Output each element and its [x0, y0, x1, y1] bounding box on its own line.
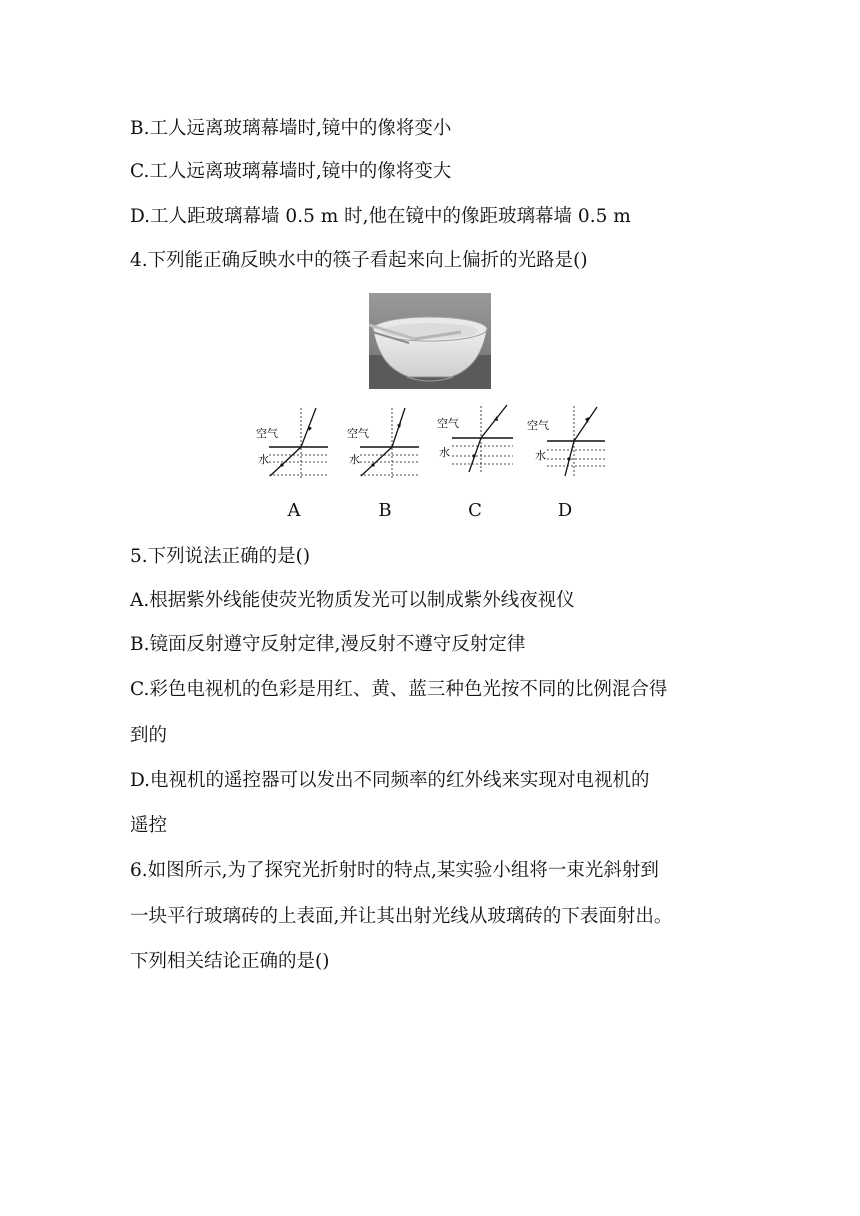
- q5-option-c-line2: 到的: [130, 725, 168, 746]
- water-label: 水: [439, 446, 450, 459]
- q5-option-d-line1: D.电视机的遥控器可以发出不同频率的红外线来实现对电视机的: [130, 770, 650, 791]
- option-label-d: D: [557, 500, 573, 521]
- diagram-a: [256, 400, 340, 484]
- q5-option-d-line2: 遥控: [130, 815, 168, 836]
- q6-stem-line3: 下列相关结论正确的是(): [130, 951, 330, 972]
- air-label: 空气: [256, 427, 278, 440]
- water-label: 水: [535, 449, 546, 462]
- option-label-b: B: [378, 500, 392, 521]
- q3-option-b: B.工人远离玻璃幕墙时,镜中的像将变小: [130, 118, 452, 139]
- chopstick-bowl-photo: [369, 293, 491, 389]
- q3-option-d: D.工人距玻璃幕墙 0.5 m 时,他在镜中的像距玻璃幕墙 0.5 m: [130, 206, 631, 227]
- q5-stem: 5.下列说法正确的是(): [130, 546, 311, 567]
- water-label: 水: [258, 453, 269, 466]
- diagram-b: [347, 400, 431, 484]
- diagram-c: [437, 400, 521, 484]
- q6-stem-line2: 一块平行玻璃砖的上表面,并让其出射光线从玻璃砖的下表面射出。: [130, 906, 673, 927]
- q5-option-a: A.根据紫外线能使荧光物质发光可以制成紫外线夜视仪: [130, 590, 575, 611]
- q6-stem-line1: 6.如图所示,为了探究光折射时的特点,某实验小组将一束光斜射到: [130, 860, 659, 881]
- option-label-c: C: [468, 500, 482, 521]
- water-label: 水: [349, 453, 360, 466]
- air-label: 空气: [347, 427, 369, 440]
- air-label: 空气: [437, 417, 459, 430]
- diagram-d: [527, 400, 611, 484]
- q4-stem: 4.下列能正确反映水中的筷子看起来向上偏折的光路是(): [130, 250, 588, 271]
- option-label-a: A: [287, 500, 301, 521]
- q5-option-c-line1: C.彩色电视机的色彩是用红、黄、蓝三种色光按不同的比例混合得: [130, 679, 668, 700]
- q5-option-b: B.镜面反射遵守反射定律,漫反射不遵守反射定律: [130, 634, 526, 655]
- q3-option-c: C.工人远离玻璃幕墙时,镜中的像将变大: [130, 161, 452, 182]
- air-label: 空气: [527, 419, 549, 432]
